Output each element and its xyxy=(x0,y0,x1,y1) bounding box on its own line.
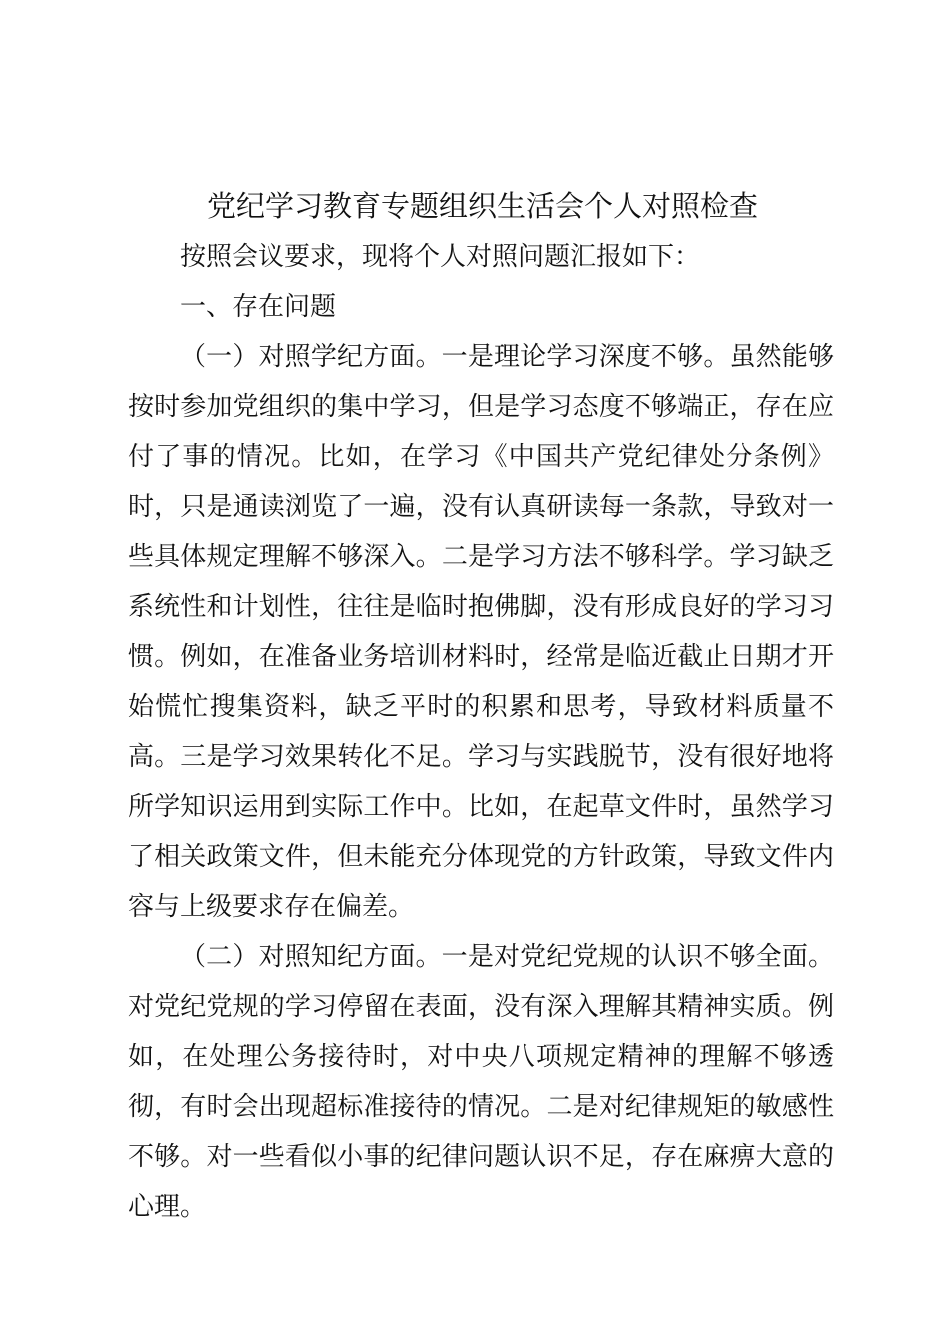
section-heading: 一、存在问题 xyxy=(180,292,337,322)
document-body xyxy=(128,232,834,1232)
document-title: 党纪学习教育专题组织生活会个人对照检查 xyxy=(207,189,759,223)
paragraph-xuеji: （一）对照学纪方面。一是理论学习深度不够。虽然能够按时参加党组织的集中学习，但是学习态度不够端正，存在应付了事的情况。比如，在学习《中国共产党纪律处分条例》时，只是通读浏览了一遍，没有认真研读每一条款，导致对一些具体规定理解不够深入。二是学习方法不够科学。学习缺乏系统性和计划性，往往是临时抱佛脚，没有形成良好的学习习惯。例如，在准备业务培训材料时，经常是临近截止日期才开始慌忙搜集资料，缺乏平时的积累和思考，导致材料质量不高。三是学习效果转化不足。学习与实践脱节，没有很好地将所学知识运用到实际工作中。比如，在起草文件时，虽然学习了相关政策文件，但未能充分体现党的方针政策，导致文件内容与上级要求存在偏差。 xyxy=(128,342,834,922)
paragraph-zhiji: （二）对照知纪方面。一是对党纪党规的认识不够全面。对党纪党规的学习停留在表面，没有深入理解其精神实质。例如，在处理公务接待时，对中央八项规定精神的理解不够透彻，有时会出现超标准接待的情况。二是对纪律规矩的敏感性不够。对一些看似小事的纪律问题认识不足，存在麻痹大意的心理。 xyxy=(128,942,834,1222)
intro-paragraph: 按照会议要求，现将个人对照问题汇报如下： xyxy=(180,242,701,272)
